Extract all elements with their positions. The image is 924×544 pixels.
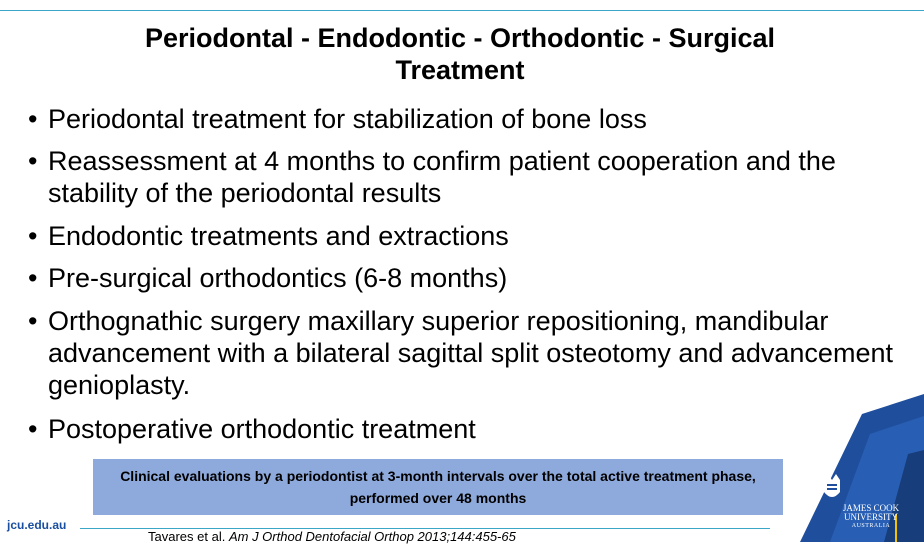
callout-box [93, 459, 783, 515]
top-divider [0, 10, 924, 11]
footer-url[interactable]: jcu.edu.au [7, 518, 67, 532]
logo-line-3: AUSTRALIA [851, 523, 891, 529]
logo-line-2: UNIVERSITY [844, 512, 898, 522]
bullet-item: • Pre-surgical orthodontics (6-8 months) [28, 262, 908, 294]
logo-line-1: JAMES COOK [842, 503, 900, 513]
bullet-item: • Periodontal treatment for stabilization of bone loss [28, 103, 908, 135]
citation-journal: Am J Orthod Dentofacial Orthop 2013;144:455-65 [228, 529, 516, 544]
slide-title: Periodontal - Endodontic - Orthodontic - Surgical Treatment [145, 23, 775, 85]
bullet-item: • Reassessment at 4 months to confirm patient cooperation and the stability of the periodontal results [28, 145, 908, 209]
bullet-item: • Postoperative orthodontic treatment [28, 413, 908, 445]
bullet-item: • Endodontic treatments and extractions [28, 220, 908, 252]
citation-authors: Tavares et al. [148, 529, 226, 544]
callout-text: Clinical evaluations by a periodontist at 3-month intervals over the total active treatment phase, performed over 48 months [120, 468, 756, 506]
bullet-list [28, 100, 908, 445]
bullet-item: • Orthognathic surgery maxillary superior repositioning, mandibular advancement with a bilateral sagittal split osteotomy and advancement genioplasty. [28, 305, 908, 401]
university-logo-text [836, 504, 906, 531]
